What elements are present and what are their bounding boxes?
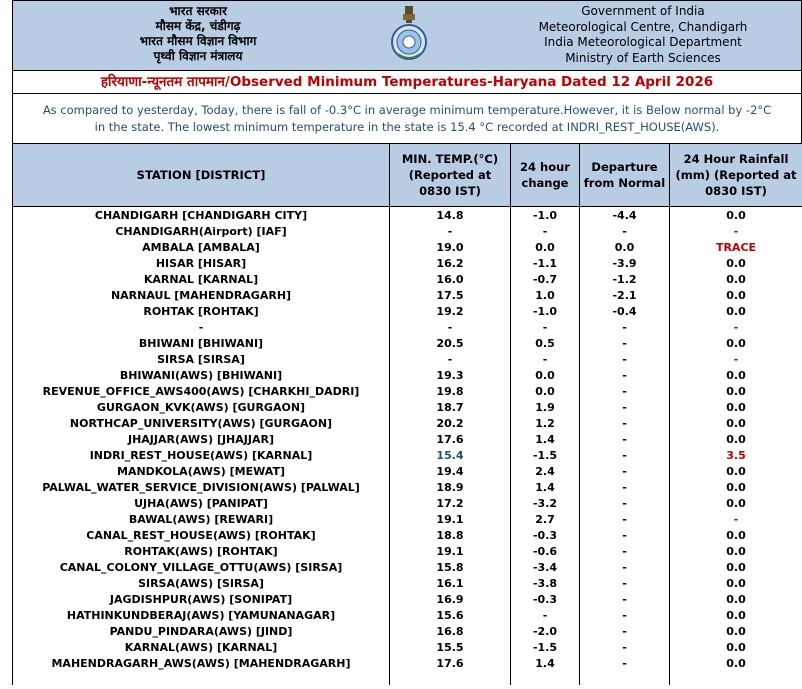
- station-cell: CANAL_COLONY_VILLAGE_OTTU(AWS) [SIRSA]: [13, 559, 390, 575]
- min-temp-cell: 15.6: [390, 607, 511, 623]
- table-body: [13, 207, 802, 686]
- table-row: [13, 271, 802, 287]
- min-temp-cell: 17.5: [390, 287, 511, 303]
- table-filler-row: [13, 671, 802, 685]
- rainfall-cell: -: [670, 319, 802, 335]
- table-row: [13, 367, 802, 383]
- departure-cell: -: [580, 223, 670, 239]
- rainfall-cell: 0.0: [670, 479, 802, 495]
- min-temp-cell: -: [390, 319, 511, 335]
- station-cell: MANDKOLA(AWS) [MEWAT]: [13, 463, 390, 479]
- departure-cell: 0.0: [580, 239, 670, 255]
- change-cell: -3.8: [511, 575, 580, 591]
- station-cell: AMBALA [AMBALA]: [13, 239, 390, 255]
- rainfall-cell: 0.0: [670, 255, 802, 271]
- change-cell: 2.7: [511, 511, 580, 527]
- station-cell: SIRSA [SIRSA]: [13, 351, 390, 367]
- station-cell: KARNAL(AWS) [KARNAL]: [13, 639, 390, 655]
- table-row: [13, 239, 802, 255]
- table-row: [13, 431, 802, 447]
- min-temp-cell: 20.5: [390, 335, 511, 351]
- departure-cell: -: [580, 575, 670, 591]
- station-cell: HISAR [HISAR]: [13, 255, 390, 271]
- min-temp-cell: 18.7: [390, 399, 511, 415]
- report-header: [12, 0, 802, 70]
- table-row: [13, 415, 802, 431]
- table-row: [13, 479, 802, 495]
- rainfall-cell: 0.0: [670, 591, 802, 607]
- departure-cell: -: [580, 623, 670, 639]
- english-line: India Meteorological Department: [544, 35, 742, 49]
- min-temp-cell: 16.8: [390, 623, 511, 639]
- min-temp-cell: -: [390, 223, 511, 239]
- min-temp-cell: 20.2: [390, 415, 511, 431]
- table-row: [13, 655, 802, 671]
- change-cell: 0.0: [511, 383, 580, 399]
- column-header-departure: Departure from Normal: [580, 144, 670, 207]
- report-container: [12, 0, 802, 685]
- departure-cell: -: [580, 479, 670, 495]
- min-temp-cell: 19.1: [390, 511, 511, 527]
- table-row: [13, 287, 802, 303]
- departure-cell: -: [580, 367, 670, 383]
- rainfall-cell: 0.0: [670, 287, 802, 303]
- departure-cell: -: [580, 527, 670, 543]
- min-temp-cell: 16.2: [390, 255, 511, 271]
- change-cell: -1.5: [511, 639, 580, 655]
- table-row: [13, 495, 802, 511]
- change-cell: 1.4: [511, 479, 580, 495]
- station-cell: MAHENDRAGARH_AWS(AWS) [MAHENDRAGARH]: [13, 655, 390, 671]
- departure-cell: -: [580, 639, 670, 655]
- change-cell: 0.5: [511, 335, 580, 351]
- station-cell: INDRI_REST_HOUSE(AWS) [KARNAL]: [13, 447, 390, 463]
- min-temp-cell: 14.8: [390, 207, 511, 224]
- rainfall-cell: 0.0: [670, 639, 802, 655]
- min-temp-cell: 15.8: [390, 559, 511, 575]
- departure-cell: -: [580, 431, 670, 447]
- hindi-department-block: [73, 4, 323, 64]
- rainfall-cell: 0.0: [670, 303, 802, 319]
- table-row: [13, 255, 802, 271]
- imd-emblem-icon: [390, 4, 428, 66]
- change-cell: -1.1: [511, 255, 580, 271]
- summary-text: [12, 94, 802, 143]
- station-cell: BAWAL(AWS) [REWARI]: [13, 511, 390, 527]
- rainfall-cell: 0.0: [670, 383, 802, 399]
- station-cell: NARNAUL [MAHENDRAGARH]: [13, 287, 390, 303]
- departure-cell: -: [580, 655, 670, 671]
- rainfall-cell: 0.0: [670, 271, 802, 287]
- min-temp-cell: 16.0: [390, 271, 511, 287]
- station-cell: JAGDISHPUR(AWS) [SONIPAT]: [13, 591, 390, 607]
- english-department-block: [513, 4, 773, 66]
- min-temp-cell: 15.4: [390, 447, 511, 463]
- rainfall-cell: 0.0: [670, 335, 802, 351]
- table-row: [13, 303, 802, 319]
- empty-cell: [390, 671, 511, 685]
- table-row: [13, 623, 802, 639]
- rainfall-cell: 0.0: [670, 399, 802, 415]
- change-cell: 0.0: [511, 239, 580, 255]
- departure-cell: -3.9: [580, 255, 670, 271]
- min-temp-cell: 17.6: [390, 655, 511, 671]
- change-cell: -0.6: [511, 543, 580, 559]
- station-cell: CANAL_REST_HOUSE(AWS) [ROHTAK]: [13, 527, 390, 543]
- table-row: [13, 527, 802, 543]
- min-temp-cell: 19.0: [390, 239, 511, 255]
- hindi-line: पृथ्वी विज्ञान मंत्रालय: [153, 49, 243, 63]
- rainfall-cell: 0.0: [670, 495, 802, 511]
- table-row: [13, 207, 802, 224]
- rainfall-cell: 0.0: [670, 543, 802, 559]
- rainfall-cell: 0.0: [670, 415, 802, 431]
- column-header-station: STATION [DISTRICT]: [13, 144, 390, 207]
- station-cell: ROHTAK [ROHTAK]: [13, 303, 390, 319]
- hindi-line: मौसम केंद्र, चंडीगढ़: [155, 19, 241, 33]
- station-cell: JHAJJAR(AWS) [JHAJJAR]: [13, 431, 390, 447]
- departure-cell: -: [580, 511, 670, 527]
- min-temp-cell: 17.6: [390, 431, 511, 447]
- station-cell: PANDU_PINDARA(AWS) [JIND]: [13, 623, 390, 639]
- departure-cell: -4.4: [580, 207, 670, 224]
- empty-cell: [13, 671, 390, 685]
- change-cell: 1.4: [511, 655, 580, 671]
- rainfall-cell: 0.0: [670, 575, 802, 591]
- station-cell: KARNAL [KARNAL]: [13, 271, 390, 287]
- table-row: [13, 639, 802, 655]
- departure-cell: -: [580, 447, 670, 463]
- station-cell: CHANDIGARH [CHANDIGARH CITY]: [13, 207, 390, 224]
- station-cell: NORTHCAP_UNIVERSITY(AWS) [GURGAON]: [13, 415, 390, 431]
- empty-cell: [580, 671, 670, 685]
- rainfall-cell: 0.0: [670, 367, 802, 383]
- rainfall-cell: 0.0: [670, 207, 802, 224]
- rainfall-cell: 0.0: [670, 655, 802, 671]
- change-cell: -0.3: [511, 527, 580, 543]
- english-line: Meteorological Centre, Chandigarh: [538, 19, 748, 34]
- change-cell: -1.0: [511, 303, 580, 319]
- column-header-change: 24 hour change: [511, 144, 580, 207]
- station-cell: PALWAL_WATER_SERVICE_DIVISION(AWS) [PALWAL]: [13, 479, 390, 495]
- table-row: [13, 223, 802, 239]
- departure-cell: -: [580, 591, 670, 607]
- departure-cell: -: [580, 399, 670, 415]
- hindi-line: भारत सरकार: [169, 4, 227, 18]
- rainfall-cell: 0.0: [670, 527, 802, 543]
- departure-cell: -: [580, 351, 670, 367]
- hindi-line: भारत मौसम विज्ञान विभाग: [139, 34, 257, 48]
- summary-line-1: As compared to yesterday, Today, there is fall of -0.3°C in average minimum temperature.However, it is Below normal by -2°C: [42, 103, 772, 117]
- departure-cell: -: [580, 319, 670, 335]
- rainfall-cell: -: [670, 351, 802, 367]
- rainfall-cell: -: [670, 223, 802, 239]
- station-cell: GURGAON_KVK(AWS) [GURGAON]: [13, 399, 390, 415]
- table-row: [13, 543, 802, 559]
- min-temp-cell: 16.9: [390, 591, 511, 607]
- change-cell: -1.5: [511, 447, 580, 463]
- min-temp-cell: 18.8: [390, 527, 511, 543]
- rainfall-cell: 0.0: [670, 607, 802, 623]
- departure-cell: -: [580, 383, 670, 399]
- departure-cell: -: [580, 335, 670, 351]
- min-temp-cell: 19.3: [390, 367, 511, 383]
- min-temp-cell: 16.1: [390, 575, 511, 591]
- rainfall-cell: 0.0: [670, 623, 802, 639]
- table-row: [13, 511, 802, 527]
- change-cell: -1.0: [511, 207, 580, 224]
- change-cell: -0.7: [511, 271, 580, 287]
- change-cell: 1.0: [511, 287, 580, 303]
- station-cell: HATHINKUNDBERAJ(AWS) [YAMUNANAGAR]: [13, 607, 390, 623]
- change-cell: -2.0: [511, 623, 580, 639]
- table-row: [13, 399, 802, 415]
- station-cell: CHANDIGARH(Airport) [IAF]: [13, 223, 390, 239]
- rainfall-cell: 0.0: [670, 463, 802, 479]
- change-cell: -: [511, 223, 580, 239]
- change-cell: -0.3: [511, 591, 580, 607]
- station-cell: BHIWANI(AWS) [BHIWANI]: [13, 367, 390, 383]
- column-header-rainfall: 24 Hour Rainfall (mm) (Reported at 0830 IST): [670, 144, 802, 207]
- departure-cell: -: [580, 495, 670, 511]
- table-row: [13, 559, 802, 575]
- departure-cell: -: [580, 463, 670, 479]
- change-cell: -: [511, 607, 580, 623]
- rainfall-cell: TRACE: [670, 239, 802, 255]
- departure-cell: -: [580, 543, 670, 559]
- table-row: [13, 319, 802, 335]
- summary-line-2: in the state. The lowest minimum temperature in the state is 15.4 °C recorded at INDRI_REST_HOUSE(AWS).: [94, 120, 720, 134]
- station-cell: BHIWANI [BHIWANI]: [13, 335, 390, 351]
- change-cell: -: [511, 351, 580, 367]
- min-temp-cell: 19.4: [390, 463, 511, 479]
- change-cell: 1.2: [511, 415, 580, 431]
- rainfall-cell: 0.0: [670, 559, 802, 575]
- min-temp-cell: 19.1: [390, 543, 511, 559]
- min-temp-cell: 19.2: [390, 303, 511, 319]
- station-cell: SIRSA(AWS) [SIRSA]: [13, 575, 390, 591]
- temperature-table: [12, 143, 802, 685]
- table-header-row: [13, 144, 802, 207]
- min-temp-cell: 19.8: [390, 383, 511, 399]
- change-cell: 1.4: [511, 431, 580, 447]
- empty-cell: [511, 671, 580, 685]
- change-cell: 1.9: [511, 399, 580, 415]
- departure-cell: -: [580, 559, 670, 575]
- change-cell: 0.0: [511, 367, 580, 383]
- rainfall-cell: 0.0: [670, 431, 802, 447]
- station-cell: -: [13, 319, 390, 335]
- min-temp-cell: 15.5: [390, 639, 511, 655]
- empty-cell: [670, 671, 802, 685]
- table-row: [13, 351, 802, 367]
- table-row: [13, 463, 802, 479]
- table-row: [13, 591, 802, 607]
- column-header-min-temp: MIN. TEMP.(°C) (Reported at 0830 IST): [390, 144, 511, 207]
- table-row: [13, 607, 802, 623]
- min-temp-cell: 17.2: [390, 495, 511, 511]
- table-row: [13, 447, 802, 463]
- change-cell: -: [511, 319, 580, 335]
- change-cell: 2.4: [511, 463, 580, 479]
- change-cell: -3.2: [511, 495, 580, 511]
- report-title: हरियाणा-न्यूनतम तापमान/Observed Minimum Temperatures-Haryana Dated 12 April 2026: [12, 70, 802, 94]
- table-row: [13, 575, 802, 591]
- station-cell: REVENUE_OFFICE_AWS400(AWS) [CHARKHI_DADRI]: [13, 383, 390, 399]
- station-cell: ROHTAK(AWS) [ROHTAK]: [13, 543, 390, 559]
- departure-cell: -: [580, 415, 670, 431]
- english-line: Ministry of Earth Sciences: [565, 50, 721, 65]
- departure-cell: -2.1: [580, 287, 670, 303]
- change-cell: -3.4: [511, 559, 580, 575]
- english-line: Government of India: [581, 4, 705, 18]
- departure-cell: -0.4: [580, 303, 670, 319]
- table-row: [13, 335, 802, 351]
- min-temp-cell: -: [390, 351, 511, 367]
- departure-cell: -: [580, 607, 670, 623]
- departure-cell: -1.2: [580, 271, 670, 287]
- rainfall-cell: -: [670, 511, 802, 527]
- rainfall-cell: 3.5: [670, 447, 802, 463]
- min-temp-cell: 18.9: [390, 479, 511, 495]
- table-row: [13, 383, 802, 399]
- station-cell: UJHA(AWS) [PANIPAT]: [13, 495, 390, 511]
